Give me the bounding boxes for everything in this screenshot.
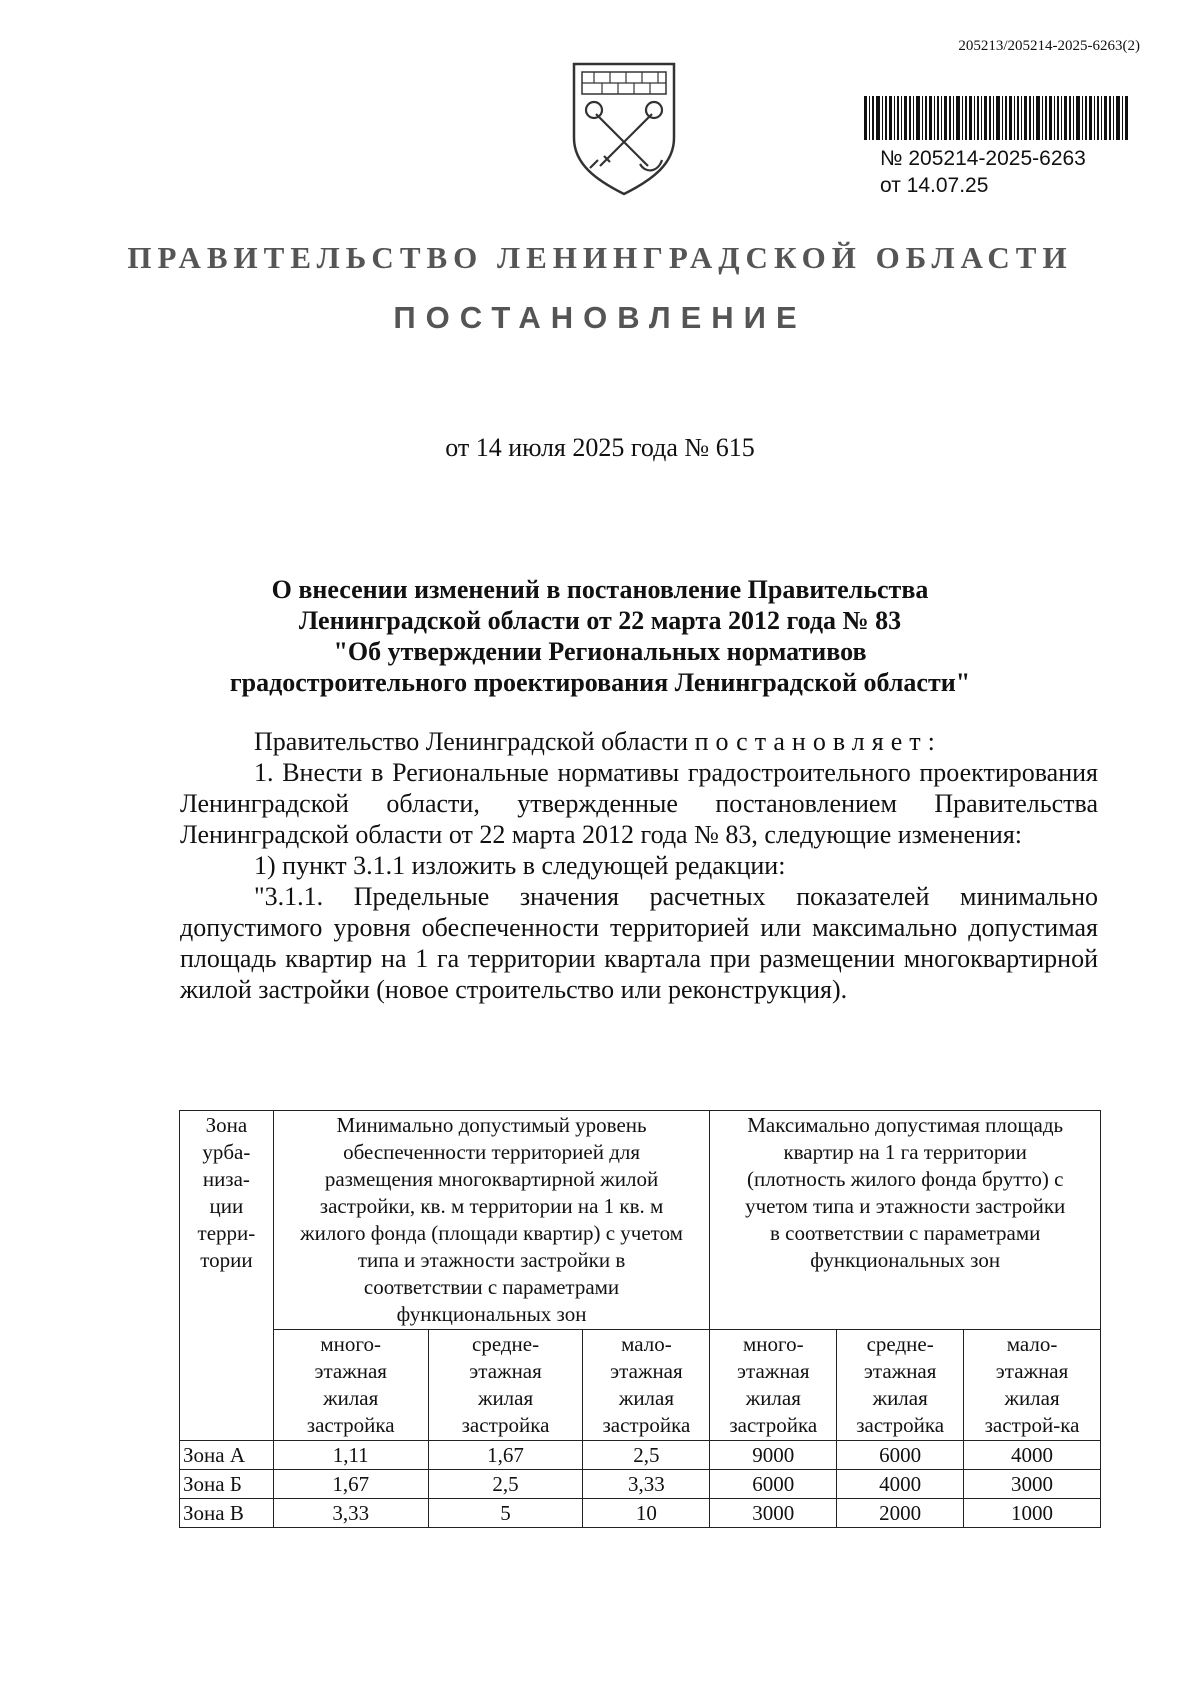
table-header-min-provision: Минимально допустимый уровень обеспеченности территорией для размещения многоквартирной жилой застройки, кв. м территории на 1 кв. м жилого фонда (площади квартир) с учетом типа и этажности застройки в соответствии с параметрами функциональных зон — [273, 1111, 710, 1330]
table-cell: 5 — [428, 1499, 583, 1528]
table-subheader: мало-этажная жилая застройка — [583, 1330, 710, 1441]
table-cell: 6000 — [837, 1441, 964, 1470]
table-cell-zone: Зона А — [180, 1441, 274, 1470]
registration-stamp — [880, 145, 1086, 199]
table-cell: 3000 — [710, 1499, 837, 1528]
table-cell: 2000 — [837, 1499, 964, 1528]
table-cell: 4000 — [964, 1441, 1101, 1470]
norms-table — [179, 1110, 1101, 1528]
table-cell: 3000 — [964, 1470, 1101, 1499]
table-header-max-area: Максимально допустимая площадь квартир на 1 га территории (плотность жилого фонда брутто) с учетом типа и этажности застройки в соответствии с параметрами функциональных зон — [710, 1111, 1101, 1330]
barcode-icon — [864, 96, 1128, 140]
table-cell: 3,33 — [583, 1470, 710, 1499]
title-line: О внесении изменений в постановление Правительства — [271, 575, 929, 604]
table-cell: 2,5 — [583, 1441, 710, 1470]
registration-date: от 14.07.25 — [880, 174, 989, 197]
table-cell: 1,67 — [273, 1470, 428, 1499]
table-cell: 6000 — [710, 1470, 837, 1499]
table-row — [180, 1470, 1101, 1499]
table-cell: 2,5 — [428, 1470, 583, 1499]
table-cell: 10 — [583, 1499, 710, 1528]
table-cell: 4000 — [837, 1470, 964, 1499]
document-date: от 14 июля 2025 года № 615 — [445, 433, 755, 462]
table-cell: 1000 — [964, 1499, 1101, 1528]
table-subheader: много-этажная жилая застройка — [710, 1330, 837, 1441]
table-row — [180, 1441, 1101, 1470]
paragraph-1: 1. Внести в Региональные нормативы градостроительного проектирования Ленинградской области, утвержденные постановлением Правительства Ленинградской области от 22 марта 2012 года № 83, следующие изменения: — [180, 758, 1098, 849]
table-cell: 9000 — [710, 1441, 837, 1470]
document-title — [180, 574, 1020, 698]
table-row — [180, 1499, 1101, 1528]
document-type: ПОСТАНОВЛЕНИЕ — [393, 300, 807, 335]
table-cell: 3,33 — [273, 1499, 428, 1528]
preamble — [180, 726, 1098, 757]
registration-number: № 205214-2025-6263 — [880, 147, 1086, 170]
leningrad-oblast-coat-of-arms-icon — [566, 60, 682, 198]
table-cell: 1,11 — [273, 1441, 428, 1470]
title-line: градостроительного проектирования Ленинградской области" — [229, 668, 971, 697]
preamble-subject: Правительство Ленинградской области — [254, 727, 689, 756]
table-subheader: средне-этажная жилая застройка — [837, 1330, 964, 1441]
paragraph-3-1-1: "3.1.1. Предельные значения расчетных показателей минимально допустимого уровня обеспеченности территорией или максимально допустимая площадь квартир на 1 га территории квартала при размещении многоквартирной жилой застройки (новое строительство или реконструкция). — [180, 882, 1098, 1004]
table-subheader: средне-этажная жилая застройка — [428, 1330, 583, 1441]
table-subheader: мало-этажная жилая застрой-ка — [964, 1330, 1101, 1441]
government-name: ПРАВИТЕЛЬСТВО ЛЕНИНГРАДСКОЙ ОБЛАСТИ — [127, 240, 1073, 275]
table-subheader: много-этажная жилая застройка — [273, 1330, 428, 1441]
table-cell-zone: Зона Б — [180, 1470, 274, 1499]
document-reference: 205213/205214-2025-6263(2) — [958, 38, 1140, 54]
paragraph-1-item-1: 1) пункт 3.1.1 изложить в следующей редакции: — [254, 851, 786, 880]
table-cell-zone: Зона В — [180, 1499, 274, 1528]
preamble-verb: постановляет: — [694, 727, 942, 756]
title-line: "Об утверждении Региональных нормативов — [333, 637, 867, 666]
title-line: Ленинградской области от 22 марта 2012 года № 83 — [298, 606, 902, 635]
table-cell: 1,67 — [428, 1441, 583, 1470]
table-header-zone: Зона урба-низа-ции терри-тории — [180, 1111, 274, 1441]
document-body — [180, 726, 1098, 1005]
